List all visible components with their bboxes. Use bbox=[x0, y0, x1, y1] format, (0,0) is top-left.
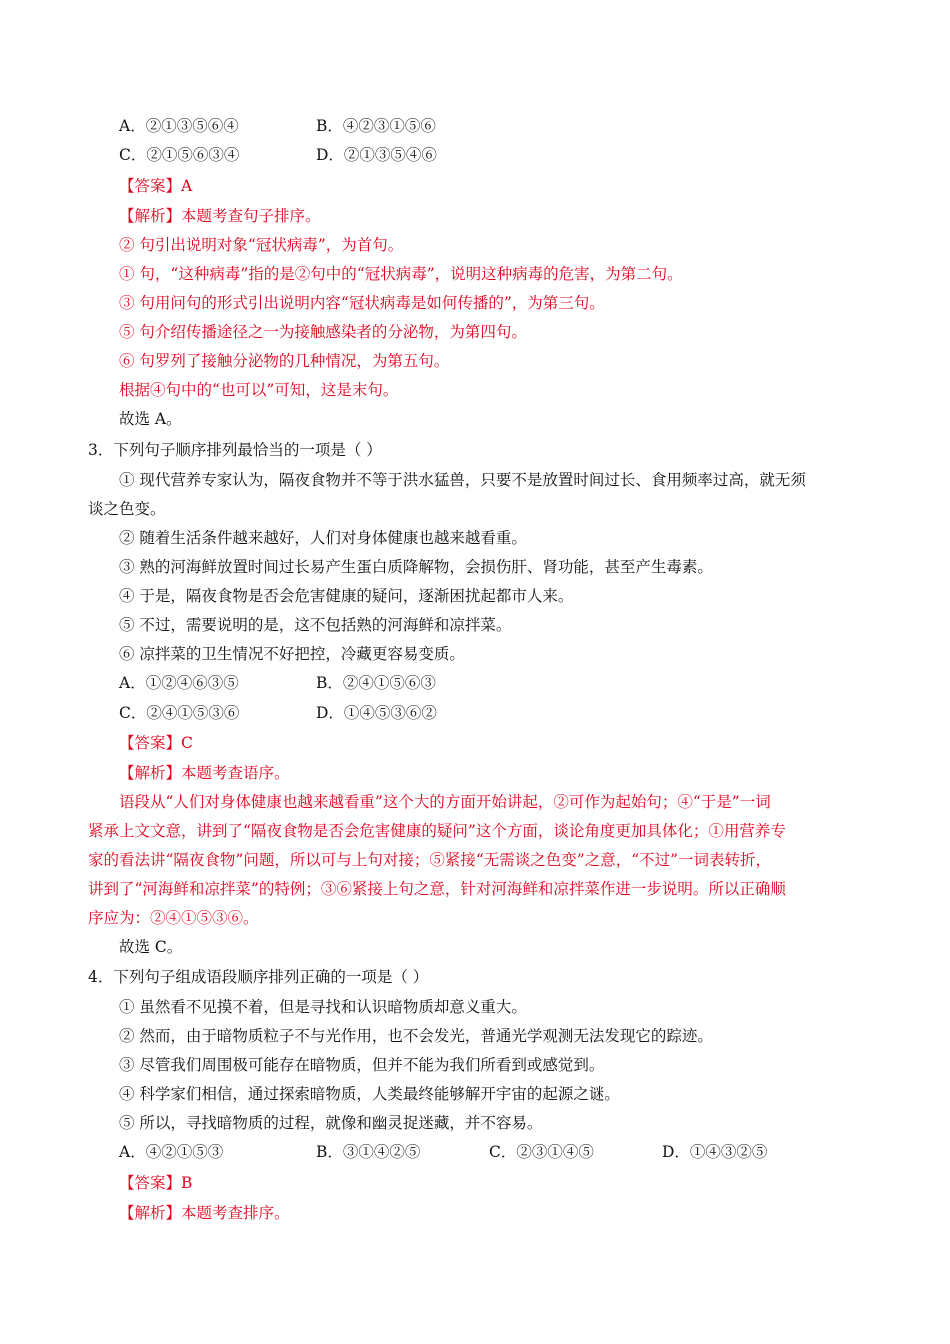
q3-option-a: A．①②④⑥③⑤ bbox=[119, 674, 239, 692]
q2-option-a: A．②①③⑤⑥④ bbox=[119, 117, 239, 135]
q2-analysis-line: ③ 句用问句的形式引出说明内容“冠状病毒是如何传播的”，为第三句。 bbox=[119, 294, 605, 312]
q4-sentence: ⑤ 所以，寻找暗物质的过程，就像和幽灵捉迷藏，并不容易。 bbox=[119, 1114, 543, 1132]
q3-sentence: ① 现代营养专家认为，隔夜食物并不等于洪水猛兽，只要不是放置时间过长、食用频率过高，就无须 bbox=[119, 471, 806, 489]
q2-answer: 【答案】A bbox=[119, 177, 193, 195]
q3-analysis-head: 【解析】本题考查语序。 bbox=[119, 764, 290, 782]
q4-stem: 4．下列句子组成语段顺序排列正确的一项是（ ） bbox=[88, 968, 429, 986]
q4-sentence: ③ 尽管我们周围极可能存在暗物质，但并不能为我们所看到或感觉到。 bbox=[119, 1056, 605, 1074]
q2-analysis-line: 【解析】本题考查句子排序。 bbox=[119, 207, 321, 225]
q3-sentence: ⑥ 凉拌菜的卫生情况不好把控，冷藏更容易变质。 bbox=[119, 645, 465, 663]
q2-option-b: B．④②③①⑤⑥ bbox=[316, 117, 436, 135]
q4-analysis: 【解析】本题考查排序。 bbox=[119, 1204, 290, 1222]
q3-answer: 【答案】C bbox=[119, 734, 193, 752]
q3-option-b: B．②④①⑤⑥③ bbox=[316, 674, 436, 692]
q3-option-d: D．①④⑤③⑥② bbox=[316, 704, 437, 722]
q3-analysis-line: 语段从“人们对身体健康也越来越看重”这个大的方面开始讲起，②可作为起始句；④“于是”一词 bbox=[119, 793, 771, 811]
q3-analysis-line: 序应为：②④①⑤③⑥。 bbox=[88, 909, 259, 927]
q3-sentence: ② 随着生活条件越来越好，人们对身体健康也越来越看重。 bbox=[119, 529, 527, 547]
q3-sentence: 谈之色变。 bbox=[88, 500, 166, 518]
q2-analysis-line: 根据④句中的“也可以”可知，这是末句。 bbox=[119, 381, 399, 399]
q2-analysis-line: ② 句引出说明对象“冠状病毒”，为首句。 bbox=[119, 236, 404, 254]
q3-analysis-line: 家的看法讲“隔夜食物”问题，所以可与上句对接；⑤紧接“无需谈之色变”之意，“不过”一词表转折， bbox=[88, 851, 772, 869]
q3-analysis-line: 讲到了“河海鲜和凉拌菜”的特例；③⑥紧接上句之意，针对河海鲜和凉拌菜作进一步说明。所以正确顺 bbox=[88, 880, 786, 898]
q4-sentence: ① 虽然看不见摸不着，但是寻找和认识暗物质却意义重大。 bbox=[119, 998, 527, 1016]
q4-option-c: C．②③①④⑤ bbox=[489, 1143, 594, 1161]
q2-option-c: C．②①⑤⑥③④ bbox=[119, 146, 240, 164]
q4-answer: 【答案】B bbox=[119, 1174, 193, 1192]
q4-option-a: A．④②①⑤③ bbox=[119, 1143, 224, 1161]
q3-option-c: C．②④①⑤③⑥ bbox=[119, 704, 240, 722]
q2-option-d: D．②①③⑤④⑥ bbox=[316, 146, 437, 164]
q4-sentence: ④ 科学家们相信，通过探索暗物质，人类最终能够解开宇宙的起源之谜。 bbox=[119, 1085, 620, 1103]
q2-analysis-line: ⑤ 句介绍传播途径之一为接触感染者的分泌物，为第四句。 bbox=[119, 323, 527, 341]
q4-option-b: B．③①④②⑤ bbox=[316, 1143, 421, 1161]
q3-sentence: ⑤ 不过，需要说明的是，这不包括熟的河海鲜和凉拌菜。 bbox=[119, 616, 512, 634]
q2-analysis-line: ⑥ 句罗列了接触分泌物的几种情况，为第五句。 bbox=[119, 352, 450, 370]
q2-conclusion: 故选 A。 bbox=[119, 410, 182, 428]
q4-option-d: D．①④③②⑤ bbox=[662, 1143, 768, 1161]
q3-conclusion: 故选 C。 bbox=[119, 938, 183, 956]
q3-stem: 3．下列句子顺序排列最恰当的一项是（ ） bbox=[88, 441, 382, 459]
q3-sentence: ③ 熟的河海鲜放置时间过长易产生蛋白质降解物，会损伤肝、肾功能，甚至产生毒素。 bbox=[119, 558, 713, 576]
q3-analysis-line: 紧承上文文意，讲到了“隔夜食物是否会危害健康的疑问”这个方面，谈论角度更加具体化；①用营养专 bbox=[88, 822, 786, 840]
q3-sentence: ④ 于是，隔夜食物是否会危害健康的疑问，逐渐困扰起都市人来。 bbox=[119, 587, 574, 605]
q4-sentence: ② 然而，由于暗物质粒子不与光作用，也不会发光，普通光学观测无法发现它的踪迹。 bbox=[119, 1027, 713, 1045]
q2-analysis-line: ① 句，“这种病毒”指的是②句中的“冠状病毒”，说明这种病毒的危害，为第二句。 bbox=[119, 265, 683, 283]
